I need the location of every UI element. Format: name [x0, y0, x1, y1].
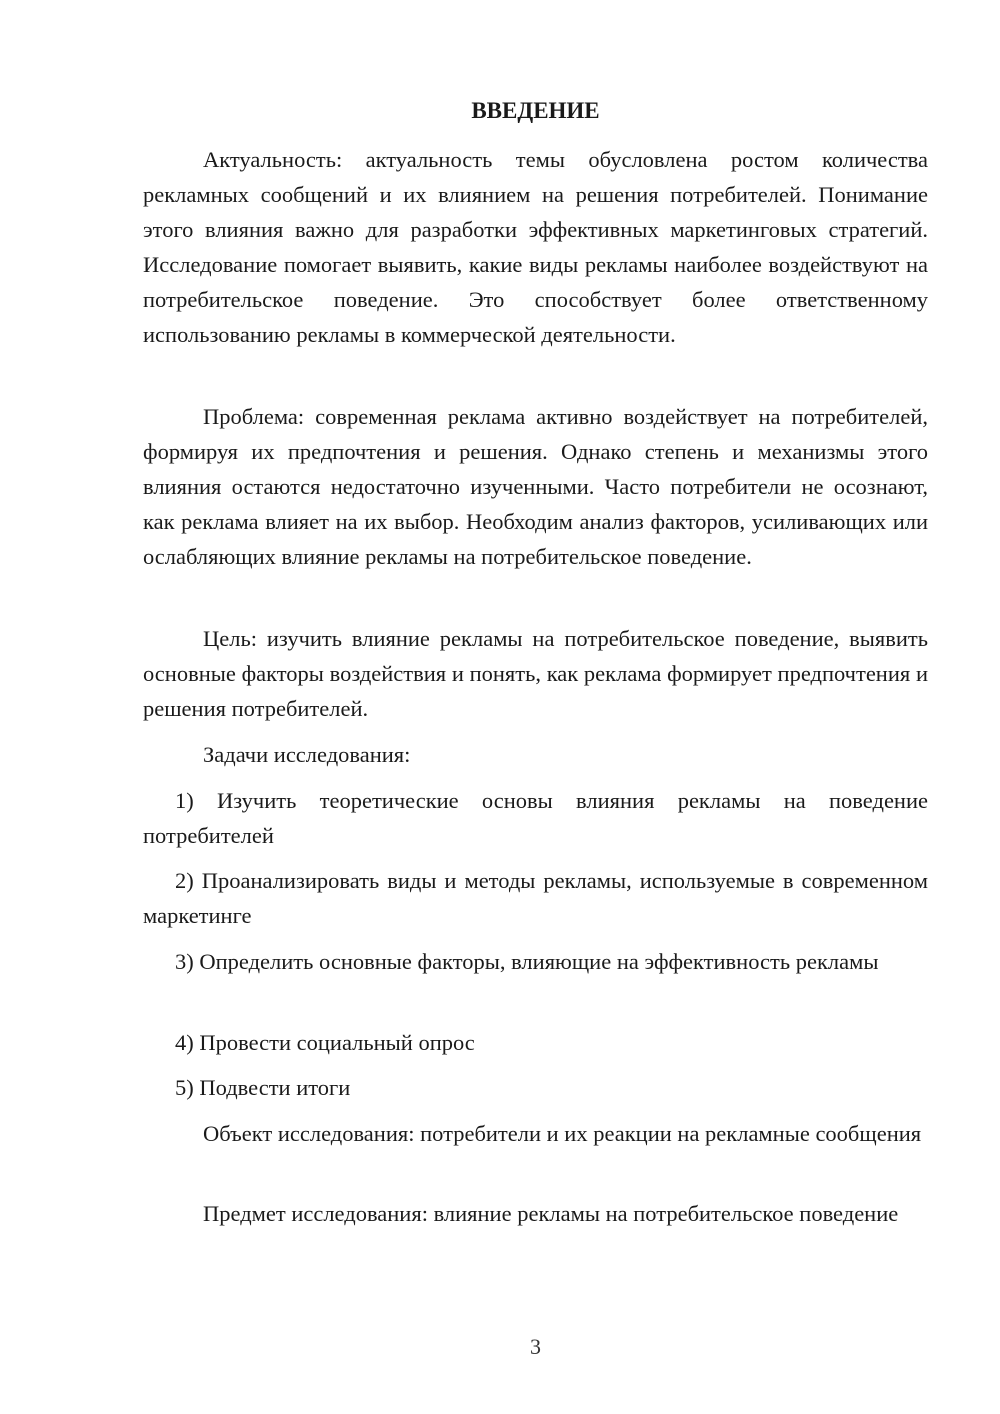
problem-paragraph: Проблема: современная реклама активно воздействует на потребителей, формируя их предпочтения и решения. Однако степень и механизмы этого влияния остаются недостаточно изученными. Часто потребители не осознают, как реклама влияет на их выбор. Необходим анализ факторов, усиливающих или ослабляющих влияние рекламы на потребительское поведение. [143, 404, 928, 569]
task-item-4: 4) Провести социальный опрос [175, 1030, 475, 1055]
relevance-paragraph: Актуальность: актуальность темы обусловлена ростом количества рекламных сообщений и их влиянием на решения потребителей. Понимание этого влияния важно для разработки эффективных маркетинговых стратегий. Исследование помогает выявить, какие виды рекламы наиболее воздействуют на потребительское поведение. Это способствует более ответственному использованию рекламы в коммерческой деятельности. [143, 147, 928, 347]
task-item-3: 3) Определить основные факторы, влияющие на эффективность рекламы [175, 949, 879, 974]
document-page [143, 0, 928, 1414]
goal-paragraph: Цель: изучить влияние рекламы на потребительское поведение, выявить основные факторы воздействия и понять, как реклама формирует предпочтения и решения потребителей. [143, 626, 928, 721]
page-number: 3 [530, 1334, 541, 1359]
page-title: ВВЕДЕНИЕ [471, 98, 600, 123]
task-item-2: 2) Проанализировать виды и методы рекламы, используемые в современном маркетинге [143, 868, 928, 928]
subject-paragraph: Предмет исследования: влияние рекламы на потребительское поведение [203, 1201, 899, 1226]
task-item-1: 1) Изучить теоретические основы влияния рекламы на поведение потребителей [143, 788, 928, 848]
object-paragraph: Объект исследования: потребители и их реакции на рекламные сообщения [203, 1121, 922, 1146]
tasks-heading: Задачи исследования: [203, 742, 411, 767]
task-item-5: 5) Подвести итоги [175, 1075, 351, 1100]
